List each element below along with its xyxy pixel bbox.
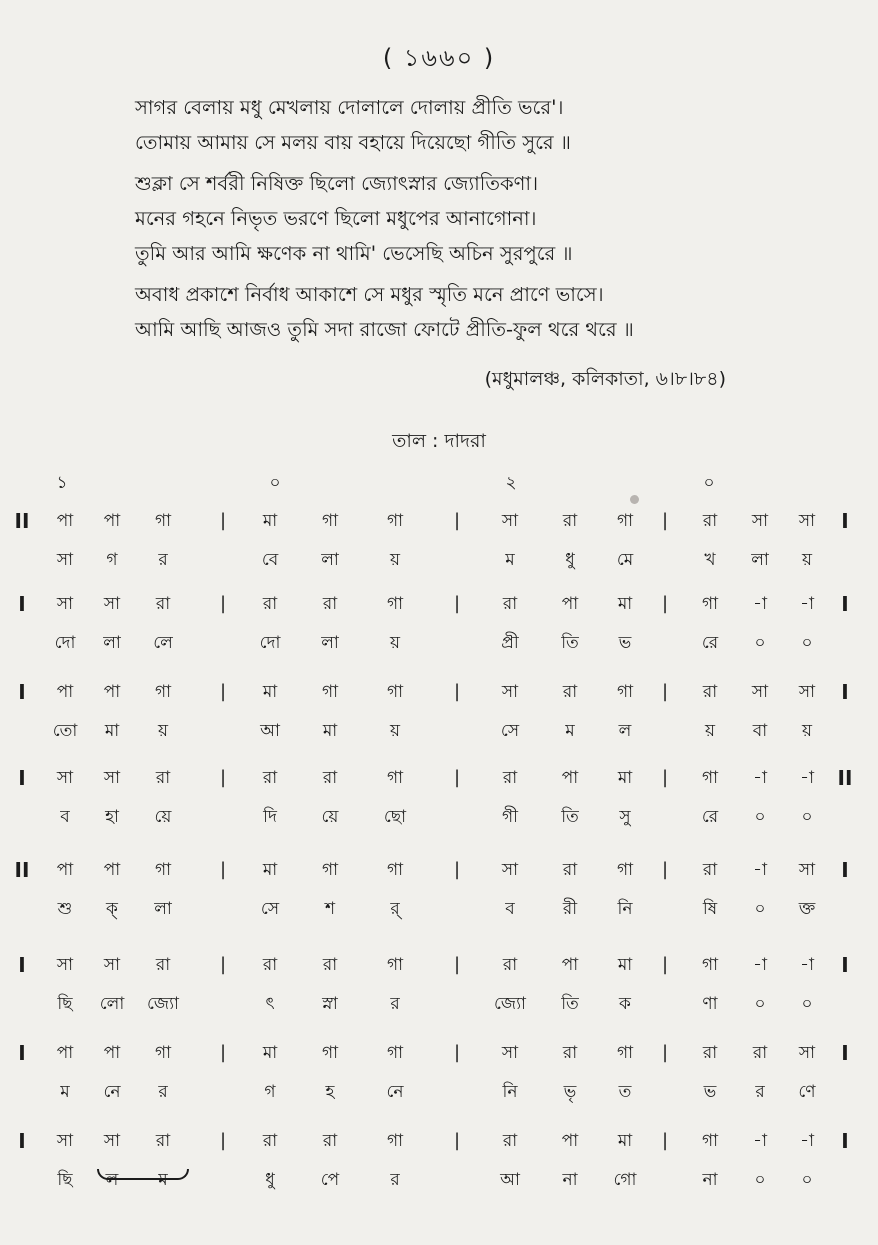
lyric-syllable: ভ bbox=[618, 633, 632, 653]
beat-barline: | bbox=[453, 681, 461, 702]
poem-line: অবাধ প্রকাশে নির্বাধ আকাশে সে মধুর স্মৃতি মনে প্রাণে ভাসে। bbox=[135, 283, 604, 306]
lyric-syllable: ব bbox=[505, 899, 515, 919]
lyric-syllable: ছি bbox=[57, 994, 73, 1014]
swara-note: সা bbox=[56, 955, 74, 975]
swara-note: গা bbox=[616, 682, 634, 702]
swara-note: -া bbox=[800, 955, 814, 975]
poem-line: মনের গহনে নিভৃত ভরণে ছিলো মধুপের আনাগোনা। bbox=[135, 207, 537, 230]
lyric-syllable: র bbox=[390, 994, 400, 1014]
swara-note: মা bbox=[262, 682, 278, 702]
swara-note: রা bbox=[322, 768, 338, 788]
swara-note: সা bbox=[751, 682, 769, 702]
lyric-syllable: শ bbox=[324, 899, 336, 919]
row-start-barline: I bbox=[18, 680, 26, 704]
swara-note: গা bbox=[616, 860, 634, 880]
lyric-syllable: ০ bbox=[754, 1170, 766, 1190]
beat-barline: | bbox=[453, 954, 461, 975]
swara-note: রা bbox=[502, 768, 518, 788]
swara-note: পা bbox=[56, 860, 74, 880]
row-start-barline: II bbox=[14, 509, 30, 533]
swara-note: রা bbox=[502, 1131, 518, 1151]
swara-note: গা bbox=[386, 682, 404, 702]
swara-note: পা bbox=[103, 1043, 121, 1063]
beat-mark-4: ০ bbox=[703, 473, 715, 493]
lyric-syllable: জ্যো bbox=[494, 994, 526, 1014]
beat-barline: | bbox=[219, 681, 227, 702]
lyric-syllable: তো bbox=[52, 721, 78, 741]
swara-note: -া bbox=[800, 594, 814, 614]
poem-line: তোমায় আমায় সে মলয় বায় বহায়ে দিয়েছো গীতি সুরে ॥ bbox=[135, 131, 571, 154]
lyric-syllable: হ bbox=[325, 1082, 335, 1102]
swara-note: সা bbox=[798, 1043, 816, 1063]
poem-line: তুমি আর আমি ক্ষণেক না থামি' ভেসেছি অচিন সুরপুরে ॥ bbox=[135, 242, 573, 265]
lyric-syllable: ম bbox=[60, 1082, 70, 1102]
swara-note: -া bbox=[800, 1131, 814, 1151]
swara-note: রা bbox=[155, 955, 171, 975]
row-end-barline: I bbox=[841, 1129, 849, 1153]
lyric-syllable: গী bbox=[501, 807, 518, 827]
swara-note: মা bbox=[617, 955, 633, 975]
swara-note: পা bbox=[103, 860, 121, 880]
swara-note: পা bbox=[103, 511, 121, 531]
lyric-syllable: রী bbox=[562, 899, 578, 919]
beat-barline: | bbox=[453, 767, 461, 788]
row-start-barline: I bbox=[18, 953, 26, 977]
swara-note: সা bbox=[103, 1131, 121, 1151]
swara-note: রা bbox=[562, 511, 578, 531]
lyric-syllable: ম bbox=[505, 550, 515, 570]
lyric-syllable: নি bbox=[617, 899, 633, 919]
swara-note: রা bbox=[702, 511, 718, 531]
row-end-barline: I bbox=[841, 953, 849, 977]
lyric-syllable: য় bbox=[389, 633, 400, 653]
lyric-syllable: আ bbox=[500, 1170, 520, 1190]
swara-note: গা bbox=[616, 511, 634, 531]
swara-note: গা bbox=[386, 1043, 404, 1063]
swara-note: সা bbox=[798, 511, 816, 531]
swara-note: সা bbox=[501, 860, 519, 880]
lyric-syllable: লা bbox=[103, 633, 121, 653]
swara-note: মা bbox=[262, 860, 278, 880]
lyric-syllable: স্না bbox=[322, 994, 338, 1014]
poem-line: আমি আছি আজও তুমি সদা রাজো ফোটে প্রীতি-ফুল থরে থরে ॥ bbox=[135, 318, 634, 341]
swara-note: রা bbox=[262, 768, 278, 788]
lyric-syllable: নে bbox=[386, 1082, 404, 1102]
beat-barline: | bbox=[661, 681, 669, 702]
lyric-syllable: ক bbox=[619, 994, 631, 1014]
beat-barline: | bbox=[219, 954, 227, 975]
swara-note: রা bbox=[155, 594, 171, 614]
beat-barline: | bbox=[661, 859, 669, 880]
lyric-syllable: মা bbox=[104, 721, 120, 741]
swara-note: পা bbox=[561, 1131, 579, 1151]
lyric-syllable: লো bbox=[99, 994, 125, 1014]
swara-note: মা bbox=[262, 1043, 278, 1063]
ink-smudge bbox=[630, 495, 639, 504]
lyric-syllable: লা bbox=[321, 550, 339, 570]
lyric-syllable: লা bbox=[154, 899, 172, 919]
beat-barline: | bbox=[453, 1042, 461, 1063]
lyric-syllable: নি bbox=[502, 1082, 518, 1102]
lyric-syllable: ষি bbox=[702, 899, 718, 919]
lyric-syllable: য় bbox=[389, 550, 400, 570]
swara-note: গা bbox=[321, 1043, 339, 1063]
swara-note: রা bbox=[562, 1043, 578, 1063]
swara-note: গা bbox=[701, 955, 719, 975]
lyric-syllable: খ bbox=[704, 550, 716, 570]
swara-note: পা bbox=[561, 955, 579, 975]
beat-mark-3: ২ bbox=[505, 473, 517, 493]
lyric-syllable: তি bbox=[561, 994, 579, 1014]
swara-note: রা bbox=[262, 955, 278, 975]
lyric-syllable: ধু bbox=[565, 550, 575, 570]
swara-note: সা bbox=[56, 768, 74, 788]
lyric-syllable: ০ bbox=[801, 1170, 813, 1190]
swara-note: গা bbox=[386, 511, 404, 531]
lyric-syllable: ক্ত bbox=[798, 899, 816, 919]
swara-note: গা bbox=[321, 511, 339, 531]
swara-note: -া bbox=[753, 1131, 767, 1151]
row-start-barline: I bbox=[18, 766, 26, 790]
beat-barline: | bbox=[219, 1042, 227, 1063]
beat-barline: | bbox=[453, 859, 461, 880]
row-end-barline: I bbox=[841, 858, 849, 882]
lyric-syllable: রে bbox=[701, 633, 719, 653]
swara-note: -া bbox=[753, 594, 767, 614]
lyric-syllable: বা bbox=[752, 721, 768, 741]
swara-note: রা bbox=[322, 955, 338, 975]
beat-barline: | bbox=[661, 593, 669, 614]
swara-note: গা bbox=[154, 860, 172, 880]
lyric-syllable: হা bbox=[105, 807, 119, 827]
lyric-syllable: ৎ bbox=[265, 994, 275, 1014]
swara-note: গা bbox=[701, 594, 719, 614]
lyric-syllable: ল bbox=[105, 1170, 119, 1190]
swara-note: রা bbox=[702, 682, 718, 702]
beat-barline: | bbox=[219, 593, 227, 614]
swara-note: রা bbox=[155, 768, 171, 788]
swara-note: সা bbox=[798, 860, 816, 880]
beat-barline: | bbox=[219, 859, 227, 880]
swara-note: রা bbox=[702, 860, 718, 880]
row-start-barline: I bbox=[18, 592, 26, 616]
lyric-syllable: লে bbox=[153, 633, 173, 653]
lyric-syllable: লা bbox=[321, 633, 339, 653]
swara-note: সা bbox=[103, 768, 121, 788]
lyric-syllable: র bbox=[158, 550, 168, 570]
lyric-syllable: ভৃ bbox=[563, 1082, 577, 1102]
beat-barline: | bbox=[453, 510, 461, 531]
lyric-syllable: ধু bbox=[265, 1170, 275, 1190]
poem bbox=[135, 90, 855, 347]
swara-note: সা bbox=[103, 955, 121, 975]
swara-note: সা bbox=[56, 594, 74, 614]
swara-note: সা bbox=[501, 1043, 519, 1063]
swara-note: পা bbox=[103, 682, 121, 702]
lyric-syllable: না bbox=[562, 1170, 578, 1190]
poem-line: শুক্লা সে শর্বরী নিষিক্ত ছিলো জ্যোৎস্নার জ্যোতিকণা। bbox=[135, 172, 539, 195]
lyric-syllable: ত bbox=[618, 1082, 632, 1102]
swara-note: সা bbox=[56, 1131, 74, 1151]
lyric-syllable: সে bbox=[500, 721, 520, 741]
meend-slur-mark bbox=[97, 1169, 189, 1180]
lyric-syllable: র bbox=[390, 1170, 400, 1190]
swara-note: রা bbox=[562, 860, 578, 880]
beat-barline: | bbox=[453, 1130, 461, 1151]
swara-note: -া bbox=[753, 860, 767, 880]
lyric-syllable: ০ bbox=[754, 994, 766, 1014]
page-number: ( ১৬৬০ ) bbox=[382, 44, 496, 72]
row-start-barline: I bbox=[18, 1041, 26, 1065]
beat-barline: | bbox=[661, 1130, 669, 1151]
poem-line: সাগর বেলায় মধু মেখলায় দোলালে দোলায় প্রীতি ভরে'। bbox=[135, 96, 564, 119]
lyric-syllable: গ bbox=[264, 1082, 276, 1102]
swara-note: সা bbox=[103, 594, 121, 614]
swara-note: গা bbox=[154, 1043, 172, 1063]
swara-note: গা bbox=[321, 860, 339, 880]
beat-barline: | bbox=[219, 767, 227, 788]
lyric-syllable: জ্যো bbox=[147, 994, 179, 1014]
source-citation: (মধুমালঞ্চ, কলিকাতা, ৬।৮।৮৪) bbox=[484, 368, 726, 390]
swara-note: গা bbox=[386, 955, 404, 975]
row-start-barline: II bbox=[14, 858, 30, 882]
swara-note: পা bbox=[56, 511, 74, 531]
lyric-syllable: র bbox=[755, 1082, 765, 1102]
lyric-syllable: না bbox=[702, 1170, 718, 1190]
row-end-barline: I bbox=[841, 1041, 849, 1065]
swara-note: রা bbox=[702, 1043, 718, 1063]
swara-note: -া bbox=[753, 955, 767, 975]
lyric-syllable: বে bbox=[261, 550, 279, 570]
swara-note: গা bbox=[321, 682, 339, 702]
lyric-syllable: সু bbox=[619, 807, 631, 827]
lyric-syllable: লা bbox=[751, 550, 769, 570]
swara-note: -া bbox=[800, 768, 814, 788]
lyric-syllable: ০ bbox=[801, 633, 813, 653]
lyric-syllable: পে bbox=[320, 1170, 340, 1190]
lyric-syllable: য় bbox=[801, 550, 812, 570]
row-end-barline: I bbox=[841, 680, 849, 704]
swara-note: পা bbox=[561, 594, 579, 614]
swara-note: গা bbox=[386, 1131, 404, 1151]
lyric-syllable: দি bbox=[263, 807, 277, 827]
lyric-syllable: ০ bbox=[754, 807, 766, 827]
lyric-syllable: ০ bbox=[754, 633, 766, 653]
swara-note: গা bbox=[386, 594, 404, 614]
lyric-syllable: সা bbox=[56, 550, 74, 570]
swara-note: গা bbox=[701, 1131, 719, 1151]
swara-note: সা bbox=[798, 682, 816, 702]
swara-note: পা bbox=[56, 682, 74, 702]
swara-note: পা bbox=[56, 1043, 74, 1063]
lyric-syllable: ম bbox=[565, 721, 575, 741]
lyric-syllable: ম bbox=[158, 1170, 168, 1190]
row-end-barline: II bbox=[837, 766, 853, 790]
swara-note: রা bbox=[562, 682, 578, 702]
lyric-syllable: ণা bbox=[702, 994, 718, 1014]
lyric-syllable: ছি bbox=[57, 1170, 73, 1190]
lyric-syllable: য় bbox=[157, 721, 168, 741]
lyric-syllable: ০ bbox=[801, 994, 813, 1014]
lyric-syllable: গো bbox=[613, 1170, 637, 1190]
swara-note: গা bbox=[386, 860, 404, 880]
lyric-syllable: রে bbox=[701, 807, 719, 827]
beat-barline: | bbox=[661, 767, 669, 788]
lyric-syllable: মা bbox=[322, 721, 338, 741]
lyric-syllable: শু bbox=[57, 899, 73, 919]
swara-note: সা bbox=[501, 511, 519, 531]
swara-note: মা bbox=[617, 1131, 633, 1151]
swara-note: -া bbox=[753, 768, 767, 788]
lyric-syllable: গ bbox=[106, 550, 118, 570]
lyric-syllable: ০ bbox=[801, 807, 813, 827]
beat-barline: | bbox=[453, 593, 461, 614]
lyric-syllable: য়ে bbox=[321, 807, 339, 827]
swara-note: গা bbox=[616, 1043, 634, 1063]
row-start-barline: I bbox=[18, 1129, 26, 1153]
tala-heading: তাল : দাদরা bbox=[392, 430, 486, 452]
row-end-barline: I bbox=[841, 509, 849, 533]
lyric-syllable: য় bbox=[389, 721, 400, 741]
beat-barline: | bbox=[219, 1130, 227, 1151]
lyric-syllable: ব bbox=[60, 807, 70, 827]
lyric-syllable: ০ bbox=[754, 899, 766, 919]
lyric-syllable: নে bbox=[103, 1082, 121, 1102]
row-end-barline: I bbox=[841, 592, 849, 616]
swara-note: গা bbox=[701, 768, 719, 788]
swara-note: গা bbox=[386, 768, 404, 788]
lyric-syllable: র bbox=[158, 1082, 168, 1102]
lyric-syllable: ক্ bbox=[106, 899, 118, 919]
lyric-syllable: য়ে bbox=[154, 807, 172, 827]
lyric-syllable: তি bbox=[561, 807, 579, 827]
lyric-syllable: ল bbox=[618, 721, 632, 741]
swara-note: রা bbox=[322, 1131, 338, 1151]
swara-note: গা bbox=[154, 682, 172, 702]
lyric-syllable: আ bbox=[260, 721, 280, 741]
swara-note: রা bbox=[502, 955, 518, 975]
lyric-syllable: র্ bbox=[390, 899, 400, 919]
beat-barline: | bbox=[661, 1042, 669, 1063]
lyric-syllable: দো bbox=[54, 633, 76, 653]
swara-note: মা bbox=[617, 594, 633, 614]
beat-mark-2: ০ bbox=[269, 473, 281, 493]
lyric-syllable: ণে bbox=[798, 1082, 816, 1102]
swara-note: মা bbox=[617, 768, 633, 788]
lyric-syllable: তি bbox=[561, 633, 579, 653]
lyric-syllable: সে bbox=[260, 899, 280, 919]
lyric-syllable: মে bbox=[616, 550, 634, 570]
swara-note: রা bbox=[502, 594, 518, 614]
lyric-syllable: য় bbox=[704, 721, 715, 741]
beat-barline: | bbox=[219, 510, 227, 531]
swara-note: মা bbox=[262, 511, 278, 531]
swara-note: পা bbox=[561, 768, 579, 788]
lyric-syllable: দো bbox=[259, 633, 281, 653]
lyric-syllable: য় bbox=[801, 721, 812, 741]
beat-barline: | bbox=[661, 954, 669, 975]
swara-note: গা bbox=[154, 511, 172, 531]
swara-note: রা bbox=[262, 1131, 278, 1151]
swara-note: রা bbox=[155, 1131, 171, 1151]
lyric-syllable: প্রী bbox=[501, 633, 519, 653]
swara-note: সা bbox=[501, 682, 519, 702]
beat-mark-1: ১ bbox=[56, 473, 68, 493]
lyric-syllable: ভ bbox=[703, 1082, 717, 1102]
swara-note: রা bbox=[262, 594, 278, 614]
swara-note: রা bbox=[322, 594, 338, 614]
beat-barline: | bbox=[661, 510, 669, 531]
swara-note: রা bbox=[752, 1043, 768, 1063]
lyric-syllable: ছো bbox=[383, 807, 407, 827]
swara-note: সা bbox=[751, 511, 769, 531]
